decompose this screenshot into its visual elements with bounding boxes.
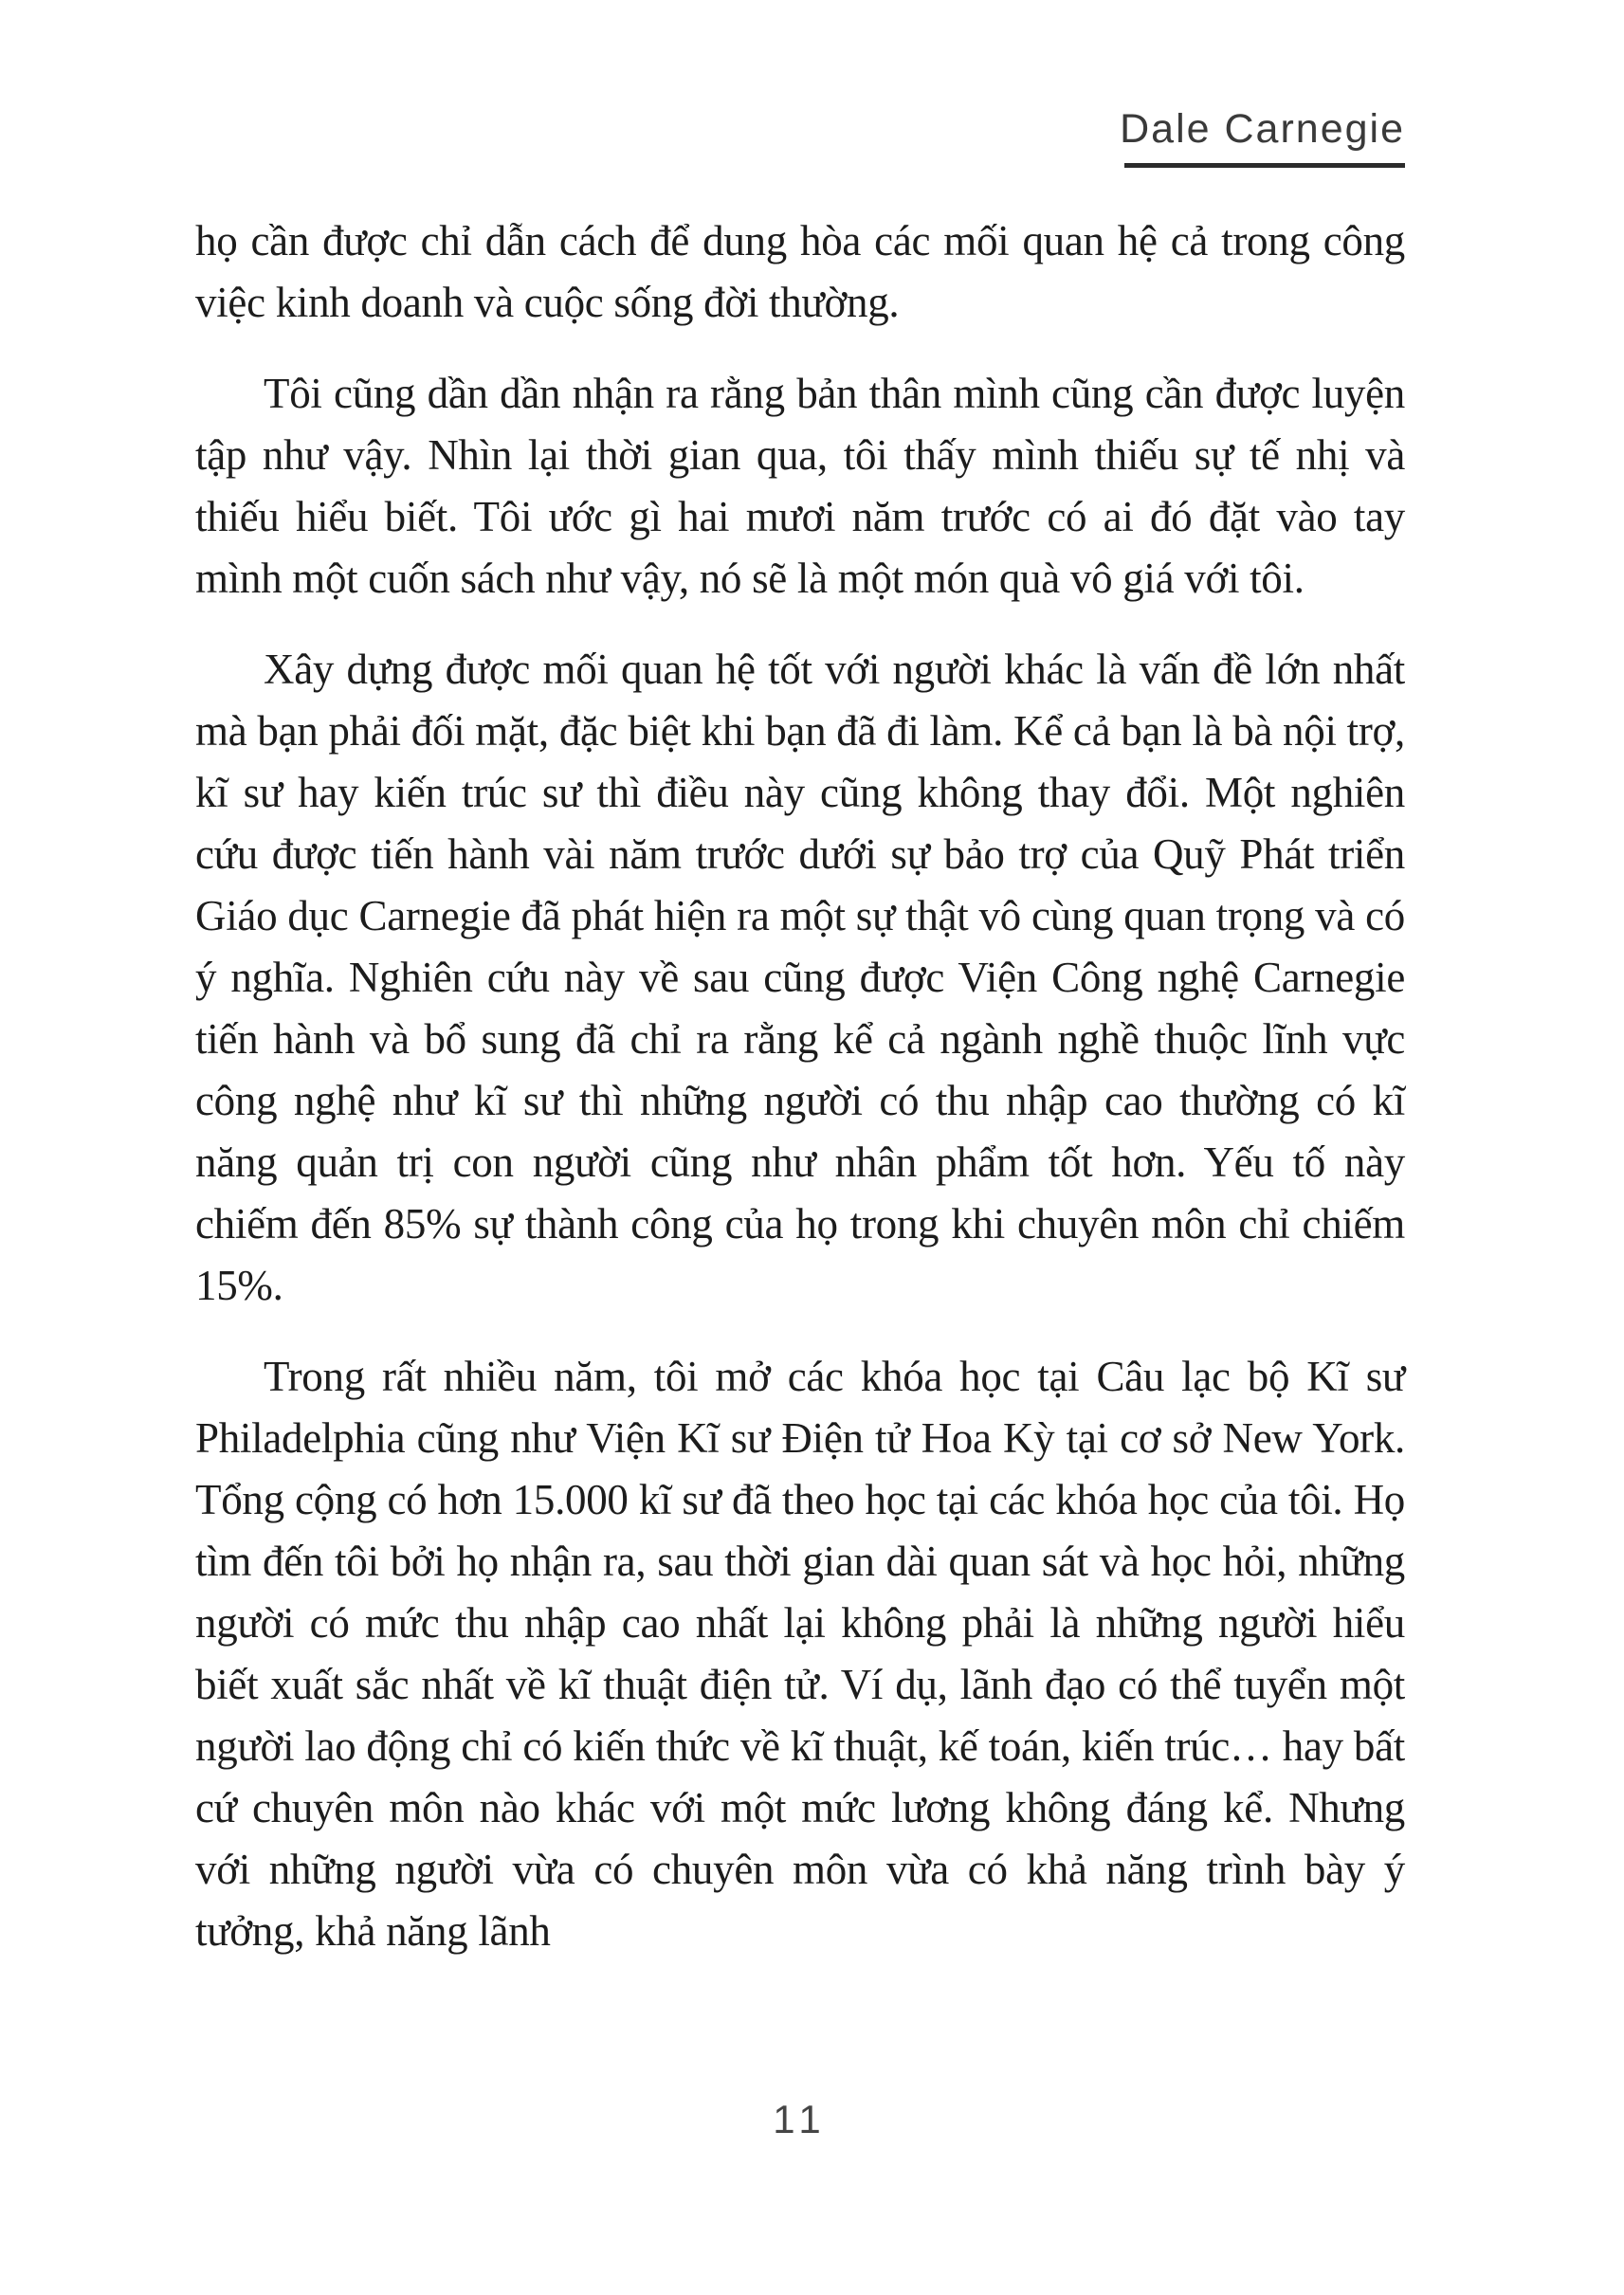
- paragraph-1: họ cần được chỉ dẫn cách để dung hòa các mối quan hệ cả trong công việc kinh doanh và cuộc sống đời thường.: [195, 217, 1405, 326]
- header-rule: [1124, 163, 1405, 168]
- paragraph-2: Tôi cũng dần dần nhận ra rằng bản thân mình cũng cần được luyện tập như vậy. Nhìn lại thời gian qua, tôi thấy mình thiếu sự tế nhị và thiếu hiểu biết. Tôi ước gì hai mươi năm trước có ai đó đặt vào tay mình một cuốn sách như vậy, nó sẽ là một món quà vô giá với tôi.: [195, 370, 1405, 602]
- paragraph-3: Xây dựng được mối quan hệ tốt với người khác là vấn đề lớn nhất mà bạn phải đối mặt, đặc biệt khi bạn đã đi làm. Kể cả bạn là bà nội trợ, kĩ sư hay kiến trúc sư thì điều này cũng không thay đổi. Một nghiên cứu được tiến hành vài năm trước dưới sự bảo trợ của Quỹ Phát triển Giáo dục Carnegie đã phát hiện ra một sự thật vô cùng quan trọng và có ý nghĩa. Nghiên cứu này về sau cũng được Viện Công nghệ Carnegie tiến hành và bổ sung đã chỉ ra rằng kể cả ngành nghề thuộc lĩnh vực công nghệ như kĩ sư thì những người có thu nhập cao thường có kĩ năng quản trị con người cũng như nhân phẩm tốt hơn. Yếu tố này chiếm đến 85% sự thành công của họ trong khi chuyên môn chỉ chiếm 15%.: [195, 646, 1405, 1309]
- author-name: Dale Carnegie: [1120, 106, 1405, 152]
- body-text: [195, 210, 1405, 1992]
- paragraph-4: Trong rất nhiều năm, tôi mở các khóa học tại Câu lạc bộ Kĩ sư Philadelphia cũng như Viện Kĩ sư Điện tử Hoa Kỳ tại cơ sở New York. Tổng cộng có hơn 15.000 kĩ sư đã theo học tại các khóa học của tôi. Họ tìm đến tôi bởi họ nhận ra, sau thời gian dài quan sát và học hỏi, những người có mức thu nhập cao nhất lại không phải là những người hiểu biết xuất sắc nhất về kĩ thuật điện tử. Ví dụ, lãnh đạo có thể tuyển một người lao động chỉ có kiến thức về kĩ thuật, kế toán, kiến trúc… hay bất cứ chuyên môn nào khác với một mức lương không đáng kể. Nhưng với những người vừa có chuyên môn vừa có khả năng trình bày ý tưởng, khả năng lãnh: [195, 1353, 1405, 1955]
- running-header: [1120, 106, 1405, 168]
- page-number: 11: [773, 2097, 828, 2141]
